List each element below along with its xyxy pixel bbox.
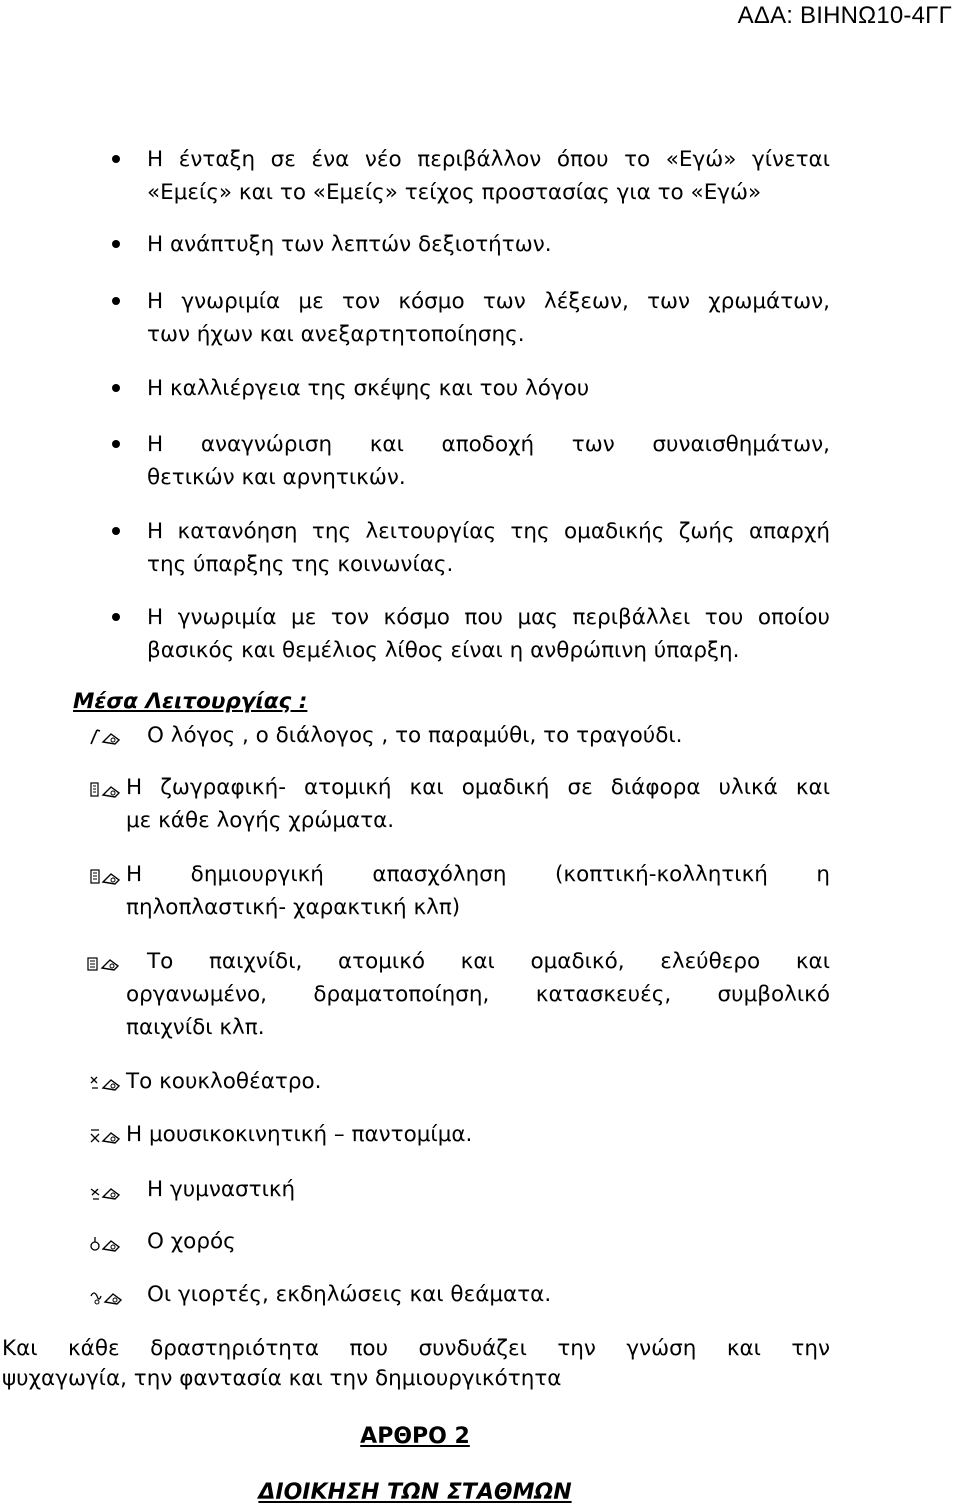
means-8-line-0: Οι γιορτές, εκδηλώσεις και θεάματα. bbox=[147, 1282, 552, 1307]
bullet-5-line-1: της ύπαρξης της κοινωνίας. bbox=[147, 552, 454, 577]
hand-writing-icon bbox=[89, 1233, 129, 1255]
means-7-line-0: Ο χορός bbox=[147, 1229, 236, 1254]
bullet-3-line-0: Η καλλιέργεια της σκέψης και του λόγου bbox=[147, 376, 590, 401]
means-3-line-2: παιχνίδι κλπ. bbox=[126, 1015, 265, 1040]
hand-writing-icon bbox=[86, 952, 126, 974]
means-6-line-0: Η γυμναστική bbox=[147, 1177, 296, 1202]
bullet-4-line-1: θετικών και αρνητικών. bbox=[147, 465, 406, 490]
hand-writing-icon bbox=[89, 1181, 129, 1203]
bullet-6-line-1: βασικός και θεμέλιος λίθος είναι η ανθρώπινη ύπαρξη. bbox=[147, 638, 740, 663]
closing-line-1: ψυχαγωγία, την φαντασία και την δημιουργικότητα bbox=[2, 1366, 562, 1391]
bullet-4-line-0: Η αναγνώριση και αποδοχή των συναισθημάτων, bbox=[147, 432, 830, 457]
closing-line-0: Και κάθε δραστηριότητα που συνδυάζει την γνώση και την bbox=[2, 1336, 830, 1361]
means-3-line-0: Το παιχνίδι, ατομικό και ομαδικό, ελεύθερο και bbox=[147, 949, 830, 974]
hand-writing-icon bbox=[89, 779, 129, 801]
bullet-icon bbox=[112, 613, 120, 621]
bullet-1-line-0: Η ανάπτυξη των λεπτών δεξιοτήτων. bbox=[147, 232, 552, 257]
bullet-2-line-1: των ήχων και ανεξαρτητοποίησης. bbox=[147, 322, 525, 347]
article-title: ΔΙΟΙΚΗΣΗ ΤΩΝ ΣΤΑΘΜΩΝ bbox=[258, 1480, 572, 1505]
means-2-line-0: Η δημιουργική απασχόληση (κοπτική-κολλητική η bbox=[126, 862, 830, 887]
means-4-line-0: Το κουκλοθέατρο. bbox=[126, 1069, 322, 1094]
means-heading: Μέσα Λειτουργίας : bbox=[73, 689, 308, 714]
bullet-icon bbox=[112, 297, 120, 305]
bullet-5-line-0: Η κατανόηση της λειτουργίας της ομαδικής ζωής απαρχή bbox=[147, 519, 830, 544]
means-5-line-0: Η μουσικοκινητική – παντομίμα. bbox=[126, 1122, 473, 1147]
bullet-0-line-0: Η ένταξη σε ένα νέο περιβάλλον όπου το «Εγώ» γίνεται bbox=[147, 147, 830, 172]
bullet-2-line-0: Η γνωριμία με τον κόσμο των λέξεων, των χρωμάτων, bbox=[147, 289, 830, 314]
hand-writing-icon bbox=[89, 1286, 129, 1308]
bullet-icon bbox=[112, 527, 120, 535]
ada-code-header: ΑΔΑ: ΒΙΗΝΩ10-4ΓΓ bbox=[737, 2, 952, 29]
means-0-line-0: Ο λόγος , ο διάλογος , το παραμύθι, το τραγούδι. bbox=[147, 723, 683, 748]
hand-writing-icon bbox=[89, 726, 129, 748]
bullet-6-line-0: Η γνωριμία με τον κόσμο που μας περιβάλλει του οποίου bbox=[147, 605, 830, 630]
means-1-line-0: Η ζωγραφική- ατομική και ομαδική σε διάφορα υλικά και bbox=[126, 775, 830, 800]
bullet-icon bbox=[112, 240, 120, 248]
hand-writing-icon bbox=[89, 866, 129, 888]
hand-writing-icon bbox=[89, 1072, 129, 1094]
means-2-line-1: πηλοπλαστική- χαρακτική κλπ) bbox=[126, 895, 461, 920]
article-number: ΑΡΘΡΟ 2 bbox=[360, 1424, 470, 1449]
means-3-line-1: οργανωμένο, δραματοποίηση, κατασκευές, συμβολικό bbox=[126, 982, 830, 1007]
hand-writing-icon bbox=[89, 1125, 129, 1147]
bullet-icon bbox=[112, 155, 120, 163]
bullet-0-line-1: «Εμείς» και το «Εμείς» τείχος προστασίας για το «Εγώ» bbox=[147, 180, 762, 205]
bullet-icon bbox=[112, 384, 120, 392]
bullet-icon bbox=[112, 440, 120, 448]
means-1-line-1: με κάθε λογής χρώματα. bbox=[126, 808, 395, 833]
